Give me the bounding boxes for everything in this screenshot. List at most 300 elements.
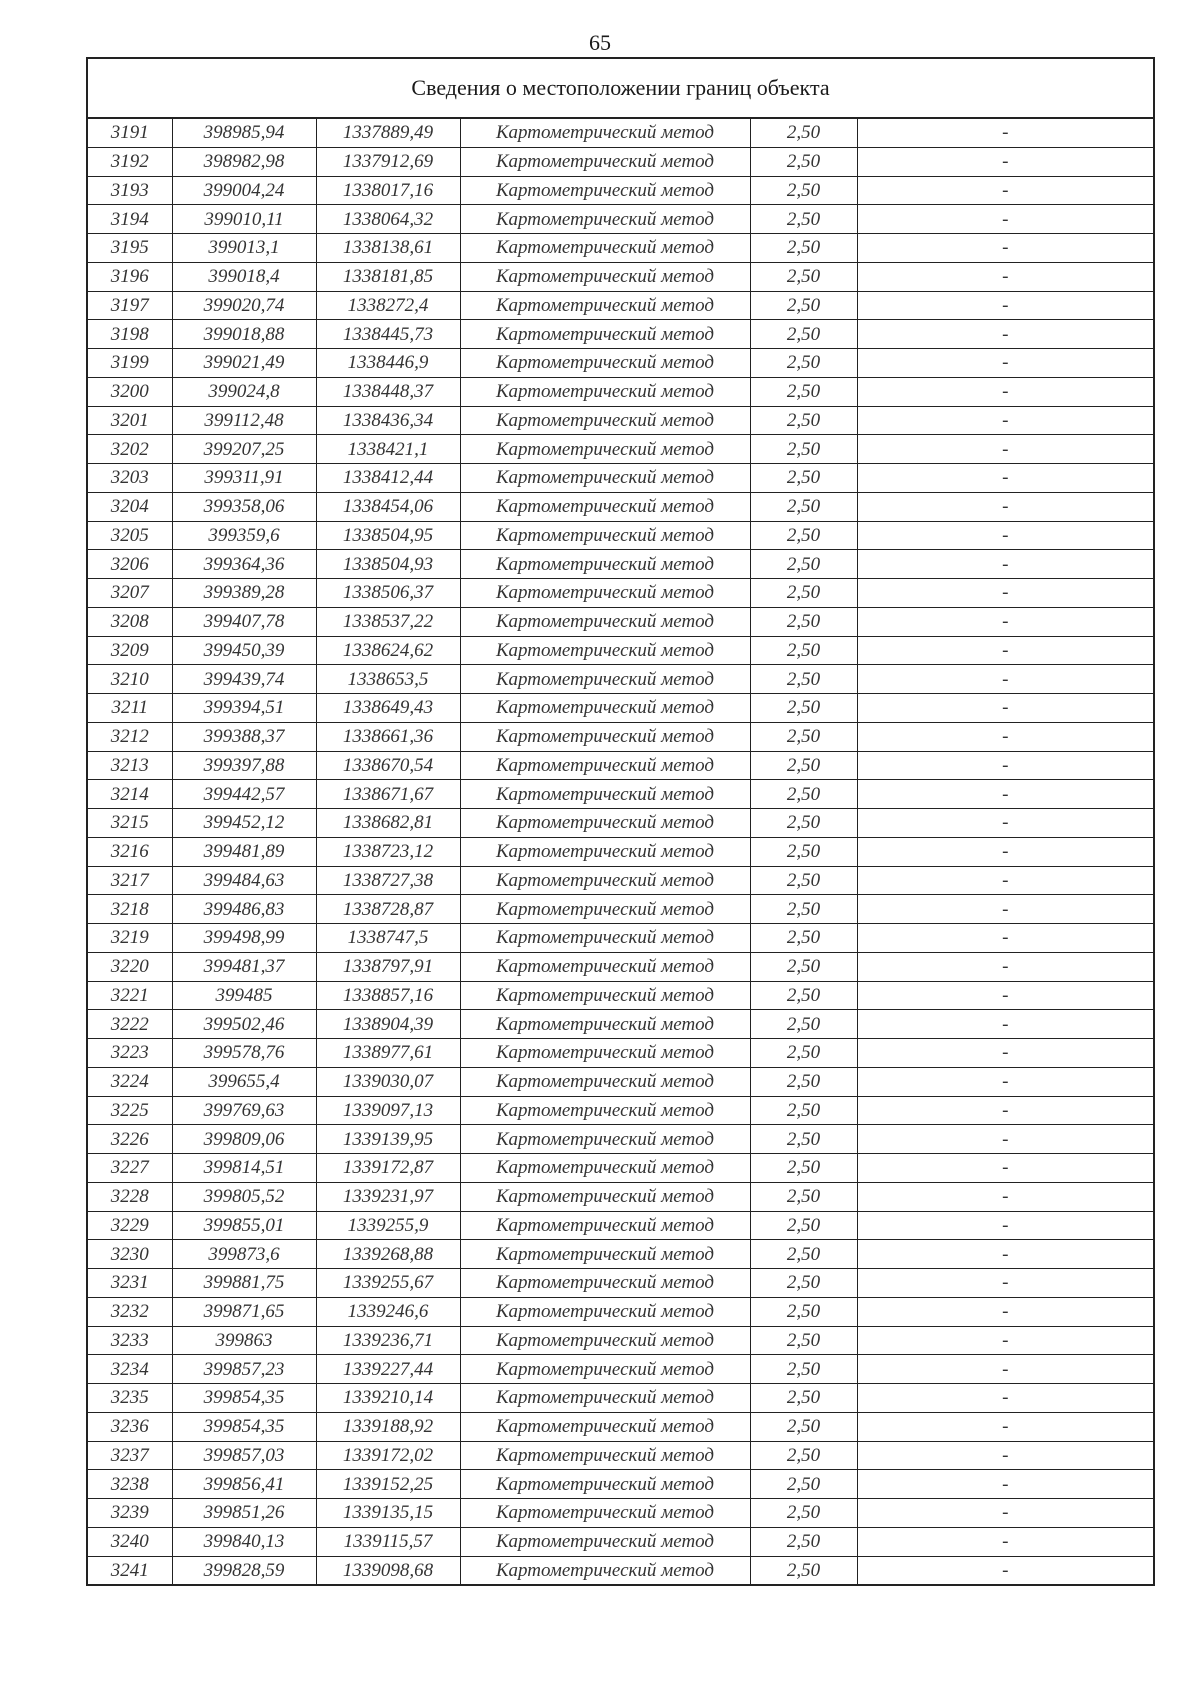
- accuracy-cell: 2,50: [750, 579, 857, 608]
- coordinate-y-cell: 1339246,6: [316, 1297, 460, 1326]
- coordinate-y-cell: 1339231,97: [316, 1182, 460, 1211]
- coordinate-x-cell: 399388,37: [172, 722, 316, 751]
- coordinate-x-cell: 399871,65: [172, 1297, 316, 1326]
- coordinate-y-cell: 1338446,9: [316, 349, 460, 378]
- coordinate-x-cell: 399013,1: [172, 234, 316, 263]
- point-number-cell: 3215: [88, 809, 172, 838]
- accuracy-cell: 2,50: [750, 550, 857, 579]
- description-cell: -: [857, 1355, 1153, 1384]
- coordinate-y-cell: 1338653,5: [316, 665, 460, 694]
- accuracy-cell: 2,50: [750, 1096, 857, 1125]
- accuracy-cell: 2,50: [750, 1326, 857, 1355]
- description-cell: -: [857, 1039, 1153, 1068]
- method-cell: Картометрический метод: [460, 607, 750, 636]
- description-cell: -: [857, 1326, 1153, 1355]
- coordinate-y-cell: 1338728,87: [316, 895, 460, 924]
- table-row: [88, 1499, 1153, 1528]
- table-row: [88, 406, 1153, 435]
- table-row: [88, 1470, 1153, 1499]
- coordinate-x-cell: 399311,91: [172, 464, 316, 493]
- accuracy-cell: 2,50: [750, 1039, 857, 1068]
- description-cell: -: [857, 694, 1153, 723]
- method-cell: Картометрический метод: [460, 262, 750, 291]
- accuracy-cell: 2,50: [750, 694, 857, 723]
- coordinate-y-cell: 1338977,61: [316, 1039, 460, 1068]
- method-cell: Картометрический метод: [460, 1384, 750, 1413]
- coordinate-x-cell: 399498,99: [172, 924, 316, 953]
- method-cell: Картометрический метод: [460, 205, 750, 234]
- accuracy-cell: 2,50: [750, 1154, 857, 1183]
- coordinate-x-cell: 399364,36: [172, 550, 316, 579]
- method-cell: Картометрический метод: [460, 1125, 750, 1154]
- accuracy-cell: 2,50: [750, 981, 857, 1010]
- coordinate-y-cell: 1339255,67: [316, 1269, 460, 1298]
- point-number-cell: 3203: [88, 464, 172, 493]
- description-cell: -: [857, 1211, 1153, 1240]
- description-cell: -: [857, 579, 1153, 608]
- table-row: [88, 1297, 1153, 1326]
- coordinate-y-cell: 1338421,1: [316, 435, 460, 464]
- coordinate-y-cell: 1338412,44: [316, 464, 460, 493]
- coordinate-y-cell: 1338670,54: [316, 751, 460, 780]
- accuracy-cell: 2,50: [750, 607, 857, 636]
- coordinate-x-cell: 399484,63: [172, 866, 316, 895]
- point-number-cell: 3230: [88, 1240, 172, 1269]
- coordinate-x-cell: 399881,75: [172, 1269, 316, 1298]
- coordinate-y-cell: 1338017,16: [316, 176, 460, 205]
- accuracy-cell: 2,50: [750, 722, 857, 751]
- coordinate-x-cell: 399856,41: [172, 1470, 316, 1499]
- point-number-cell: 3209: [88, 636, 172, 665]
- table-row: [88, 1182, 1153, 1211]
- point-number-cell: 3219: [88, 924, 172, 953]
- coordinate-x-cell: 399024,8: [172, 377, 316, 406]
- method-cell: Картометрический метод: [460, 751, 750, 780]
- accuracy-cell: 2,50: [750, 1010, 857, 1039]
- coordinate-x-cell: 399851,26: [172, 1499, 316, 1528]
- coordinate-y-cell: 1338504,95: [316, 521, 460, 550]
- accuracy-cell: 2,50: [750, 176, 857, 205]
- accuracy-cell: 2,50: [750, 291, 857, 320]
- accuracy-cell: 2,50: [750, 377, 857, 406]
- table-row: [88, 320, 1153, 349]
- description-cell: -: [857, 1412, 1153, 1441]
- coordinate-x-cell: 399021,49: [172, 349, 316, 378]
- coordinate-x-cell: 399207,25: [172, 435, 316, 464]
- coordinate-y-cell: 1338661,36: [316, 722, 460, 751]
- method-cell: Картометрический метод: [460, 665, 750, 694]
- table-row: [88, 1326, 1153, 1355]
- accuracy-cell: 2,50: [750, 751, 857, 780]
- coordinate-y-cell: 1338857,16: [316, 981, 460, 1010]
- table-row: [88, 464, 1153, 493]
- table-row: [88, 694, 1153, 723]
- accuracy-cell: 2,50: [750, 924, 857, 953]
- table-row: [88, 1384, 1153, 1413]
- point-number-cell: 3237: [88, 1441, 172, 1470]
- description-cell: -: [857, 1096, 1153, 1125]
- point-number-cell: 3208: [88, 607, 172, 636]
- point-number-cell: 3235: [88, 1384, 172, 1413]
- table-body: [88, 119, 1153, 1584]
- method-cell: Картометрический метод: [460, 1556, 750, 1584]
- coordinate-y-cell: 1338436,34: [316, 406, 460, 435]
- point-number-cell: 3222: [88, 1010, 172, 1039]
- method-cell: Картометрический метод: [460, 1355, 750, 1384]
- method-cell: Картометрический метод: [460, 1470, 750, 1499]
- method-cell: Картометрический метод: [460, 924, 750, 953]
- point-number-cell: 3232: [88, 1297, 172, 1326]
- method-cell: Картометрический метод: [460, 722, 750, 751]
- description-cell: -: [857, 176, 1153, 205]
- method-cell: Картометрический метод: [460, 1499, 750, 1528]
- description-cell: -: [857, 751, 1153, 780]
- point-number-cell: 3228: [88, 1182, 172, 1211]
- table-row: [88, 377, 1153, 406]
- page-number: 65: [589, 30, 611, 55]
- point-number-cell: 3221: [88, 981, 172, 1010]
- point-number-cell: 3192: [88, 147, 172, 176]
- table-row: [88, 1527, 1153, 1556]
- coordinate-x-cell: 399407,78: [172, 607, 316, 636]
- accuracy-cell: 2,50: [750, 1527, 857, 1556]
- point-number-cell: 3193: [88, 176, 172, 205]
- description-cell: -: [857, 1441, 1153, 1470]
- point-number-cell: 3234: [88, 1355, 172, 1384]
- description-cell: -: [857, 320, 1153, 349]
- coordinate-y-cell: 1338537,22: [316, 607, 460, 636]
- table-row: [88, 751, 1153, 780]
- description-cell: -: [857, 492, 1153, 521]
- method-cell: Картометрический метод: [460, 320, 750, 349]
- method-cell: Картометрический метод: [460, 1441, 750, 1470]
- method-cell: Картометрический метод: [460, 147, 750, 176]
- table-row: [88, 521, 1153, 550]
- coordinate-x-cell: 399873,6: [172, 1240, 316, 1269]
- accuracy-cell: 2,50: [750, 1412, 857, 1441]
- coordinate-x-cell: 399112,48: [172, 406, 316, 435]
- description-cell: -: [857, 521, 1153, 550]
- accuracy-cell: 2,50: [750, 1355, 857, 1384]
- coordinate-x-cell: 399854,35: [172, 1384, 316, 1413]
- coordinate-x-cell: 399863: [172, 1326, 316, 1355]
- table-row: [88, 1039, 1153, 1068]
- accuracy-cell: 2,50: [750, 1384, 857, 1413]
- point-number-cell: 3224: [88, 1067, 172, 1096]
- table-row: [88, 205, 1153, 234]
- point-number-cell: 3200: [88, 377, 172, 406]
- description-cell: -: [857, 895, 1153, 924]
- accuracy-cell: 2,50: [750, 809, 857, 838]
- coordinate-y-cell: 1339255,9: [316, 1211, 460, 1240]
- description-cell: -: [857, 665, 1153, 694]
- method-cell: Картометрический метод: [460, 291, 750, 320]
- point-number-cell: 3217: [88, 866, 172, 895]
- accuracy-cell: 2,50: [750, 234, 857, 263]
- description-cell: -: [857, 722, 1153, 751]
- accuracy-cell: 2,50: [750, 147, 857, 176]
- table-row: [88, 780, 1153, 809]
- point-number-cell: 3240: [88, 1527, 172, 1556]
- point-number-cell: 3205: [88, 521, 172, 550]
- point-number-cell: 3239: [88, 1499, 172, 1528]
- coordinate-y-cell: 1339210,14: [316, 1384, 460, 1413]
- method-cell: Картометрический метод: [460, 521, 750, 550]
- method-cell: Картометрический метод: [460, 234, 750, 263]
- point-number-cell: 3218: [88, 895, 172, 924]
- accuracy-cell: 2,50: [750, 1067, 857, 1096]
- point-number-cell: 3223: [88, 1039, 172, 1068]
- description-cell: -: [857, 377, 1153, 406]
- coordinate-x-cell: 399481,89: [172, 837, 316, 866]
- coordinate-x-cell: 399857,03: [172, 1441, 316, 1470]
- point-number-cell: 3227: [88, 1154, 172, 1183]
- method-cell: Картометрический метод: [460, 1039, 750, 1068]
- coordinate-x-cell: 399809,06: [172, 1125, 316, 1154]
- description-cell: -: [857, 1269, 1153, 1298]
- coordinate-y-cell: 1338272,4: [316, 291, 460, 320]
- description-cell: -: [857, 1125, 1153, 1154]
- accuracy-cell: 2,50: [750, 636, 857, 665]
- coordinate-x-cell: 399018,88: [172, 320, 316, 349]
- point-number-cell: 3213: [88, 751, 172, 780]
- coordinate-y-cell: 1339172,02: [316, 1441, 460, 1470]
- coordinate-x-cell: 399389,28: [172, 579, 316, 608]
- accuracy-cell: 2,50: [750, 320, 857, 349]
- description-cell: -: [857, 1010, 1153, 1039]
- method-cell: Картометрический метод: [460, 837, 750, 866]
- method-cell: Картометрический метод: [460, 1182, 750, 1211]
- table-row: [88, 1125, 1153, 1154]
- boundary-points-table: [88, 119, 1153, 1584]
- table-row: [88, 1211, 1153, 1240]
- coordinate-x-cell: 399020,74: [172, 291, 316, 320]
- accuracy-cell: 2,50: [750, 1211, 857, 1240]
- coordinate-x-cell: 399439,74: [172, 665, 316, 694]
- point-number-cell: 3211: [88, 694, 172, 723]
- method-cell: Картометрический метод: [460, 377, 750, 406]
- point-number-cell: 3202: [88, 435, 172, 464]
- description-cell: -: [857, 924, 1153, 953]
- table-row: [88, 435, 1153, 464]
- point-number-cell: 3229: [88, 1211, 172, 1240]
- point-number-cell: 3201: [88, 406, 172, 435]
- table-row: [88, 1240, 1153, 1269]
- table-row: [88, 636, 1153, 665]
- method-cell: Картометрический метод: [460, 809, 750, 838]
- description-cell: -: [857, 981, 1153, 1010]
- description-cell: -: [857, 809, 1153, 838]
- table-row: [88, 1355, 1153, 1384]
- coordinate-y-cell: 1338904,39: [316, 1010, 460, 1039]
- coordinate-y-cell: 1338138,61: [316, 234, 460, 263]
- coordinate-x-cell: 399486,83: [172, 895, 316, 924]
- method-cell: Картометрический метод: [460, 1154, 750, 1183]
- method-cell: Картометрический метод: [460, 406, 750, 435]
- point-number-cell: 3196: [88, 262, 172, 291]
- accuracy-cell: 2,50: [750, 1182, 857, 1211]
- coordinate-x-cell: 399854,35: [172, 1412, 316, 1441]
- method-cell: Картометрический метод: [460, 1297, 750, 1326]
- accuracy-cell: 2,50: [750, 952, 857, 981]
- table-row: [88, 1556, 1153, 1584]
- accuracy-cell: 2,50: [750, 1470, 857, 1499]
- point-number-cell: 3231: [88, 1269, 172, 1298]
- coordinate-y-cell: 1339172,87: [316, 1154, 460, 1183]
- boundary-table-frame: [86, 57, 1155, 1586]
- coordinate-x-cell: 399655,4: [172, 1067, 316, 1096]
- accuracy-cell: 2,50: [750, 464, 857, 493]
- coordinate-x-cell: 399481,37: [172, 952, 316, 981]
- table-row: [88, 119, 1153, 147]
- description-cell: -: [857, 234, 1153, 263]
- method-cell: Картометрический метод: [460, 464, 750, 493]
- coordinate-x-cell: 399397,88: [172, 751, 316, 780]
- description-cell: -: [857, 349, 1153, 378]
- coordinate-x-cell: 399450,39: [172, 636, 316, 665]
- description-cell: -: [857, 837, 1153, 866]
- coordinate-x-cell: 399578,76: [172, 1039, 316, 1068]
- coordinate-y-cell: 1339152,25: [316, 1470, 460, 1499]
- method-cell: Картометрический метод: [460, 1412, 750, 1441]
- accuracy-cell: 2,50: [750, 866, 857, 895]
- accuracy-cell: 2,50: [750, 521, 857, 550]
- point-number-cell: 3225: [88, 1096, 172, 1125]
- description-cell: -: [857, 1556, 1153, 1584]
- method-cell: Картометрический метод: [460, 550, 750, 579]
- coordinate-x-cell: 399855,01: [172, 1211, 316, 1240]
- table-row: [88, 1096, 1153, 1125]
- coordinate-y-cell: 1339030,07: [316, 1067, 460, 1096]
- method-cell: Картометрический метод: [460, 119, 750, 147]
- point-number-cell: 3207: [88, 579, 172, 608]
- coordinate-x-cell: 398982,98: [172, 147, 316, 176]
- coordinate-y-cell: 1337912,69: [316, 147, 460, 176]
- accuracy-cell: 2,50: [750, 205, 857, 234]
- coordinate-x-cell: 399485: [172, 981, 316, 1010]
- point-number-cell: 3233: [88, 1326, 172, 1355]
- description-cell: -: [857, 1154, 1153, 1183]
- coordinate-y-cell: 1339098,68: [316, 1556, 460, 1584]
- method-cell: Картометрический метод: [460, 895, 750, 924]
- description-cell: -: [857, 1499, 1153, 1528]
- accuracy-cell: 2,50: [750, 435, 857, 464]
- table-row: [88, 866, 1153, 895]
- table-row: [88, 234, 1153, 263]
- accuracy-cell: 2,50: [750, 1556, 857, 1584]
- description-cell: -: [857, 1384, 1153, 1413]
- accuracy-cell: 2,50: [750, 780, 857, 809]
- accuracy-cell: 2,50: [750, 837, 857, 866]
- coordinate-x-cell: 398985,94: [172, 119, 316, 147]
- description-cell: -: [857, 205, 1153, 234]
- point-number-cell: 3195: [88, 234, 172, 263]
- description-cell: -: [857, 780, 1153, 809]
- coordinate-y-cell: 1338181,85: [316, 262, 460, 291]
- table-row: [88, 492, 1153, 521]
- method-cell: Картометрический метод: [460, 636, 750, 665]
- method-cell: Картометрический метод: [460, 1269, 750, 1298]
- coordinate-y-cell: 1339097,13: [316, 1096, 460, 1125]
- method-cell: Картометрический метод: [460, 492, 750, 521]
- accuracy-cell: 2,50: [750, 665, 857, 694]
- point-number-cell: 3236: [88, 1412, 172, 1441]
- description-cell: -: [857, 607, 1153, 636]
- table-row: [88, 981, 1153, 1010]
- method-cell: Картометрический метод: [460, 1326, 750, 1355]
- coordinate-y-cell: 1338723,12: [316, 837, 460, 866]
- accuracy-cell: 2,50: [750, 1499, 857, 1528]
- coordinate-y-cell: 1339236,71: [316, 1326, 460, 1355]
- accuracy-cell: 2,50: [750, 119, 857, 147]
- coordinate-y-cell: 1338448,37: [316, 377, 460, 406]
- coordinate-x-cell: 399857,23: [172, 1355, 316, 1384]
- coordinate-y-cell: 1339188,92: [316, 1412, 460, 1441]
- table-row: [88, 550, 1153, 579]
- coordinate-y-cell: 1338682,81: [316, 809, 460, 838]
- method-cell: Картометрический метод: [460, 435, 750, 464]
- table-row: [88, 1154, 1153, 1183]
- coordinate-x-cell: 399442,57: [172, 780, 316, 809]
- table-row: [88, 1441, 1153, 1470]
- coordinate-y-cell: 1338727,38: [316, 866, 460, 895]
- method-cell: Картометрический метод: [460, 1010, 750, 1039]
- coordinate-x-cell: 399769,63: [172, 1096, 316, 1125]
- description-cell: -: [857, 435, 1153, 464]
- point-number-cell: 3197: [88, 291, 172, 320]
- method-cell: Картометрический метод: [460, 952, 750, 981]
- table-row: [88, 952, 1153, 981]
- method-cell: Картометрический метод: [460, 981, 750, 1010]
- coordinate-x-cell: 399828,59: [172, 1556, 316, 1584]
- method-cell: Картометрический метод: [460, 866, 750, 895]
- description-cell: -: [857, 550, 1153, 579]
- coordinate-y-cell: 1338797,91: [316, 952, 460, 981]
- table-row: [88, 176, 1153, 205]
- table-row: [88, 291, 1153, 320]
- coordinate-x-cell: 399359,6: [172, 521, 316, 550]
- coordinate-y-cell: 1338445,73: [316, 320, 460, 349]
- coordinate-x-cell: 399394,51: [172, 694, 316, 723]
- method-cell: Картометрический метод: [460, 1240, 750, 1269]
- description-cell: -: [857, 119, 1153, 147]
- accuracy-cell: 2,50: [750, 406, 857, 435]
- coordinate-x-cell: 399840,13: [172, 1527, 316, 1556]
- table-row: [88, 1412, 1153, 1441]
- coordinate-y-cell: 1338747,5: [316, 924, 460, 953]
- point-number-cell: 3191: [88, 119, 172, 147]
- accuracy-cell: 2,50: [750, 1441, 857, 1470]
- table-row: [88, 349, 1153, 378]
- coordinate-y-cell: 1338624,62: [316, 636, 460, 665]
- coordinate-y-cell: 1338454,06: [316, 492, 460, 521]
- table-row: [88, 665, 1153, 694]
- accuracy-cell: 2,50: [750, 1125, 857, 1154]
- table-row: [88, 1067, 1153, 1096]
- table-row: [88, 895, 1153, 924]
- description-cell: -: [857, 406, 1153, 435]
- accuracy-cell: 2,50: [750, 349, 857, 378]
- point-number-cell: 3238: [88, 1470, 172, 1499]
- point-number-cell: 3212: [88, 722, 172, 751]
- table-row: [88, 809, 1153, 838]
- method-cell: Картометрический метод: [460, 579, 750, 608]
- method-cell: Картометрический метод: [460, 349, 750, 378]
- point-number-cell: 3220: [88, 952, 172, 981]
- method-cell: Картометрический метод: [460, 1211, 750, 1240]
- description-cell: -: [857, 1527, 1153, 1556]
- coordinate-y-cell: 1339135,15: [316, 1499, 460, 1528]
